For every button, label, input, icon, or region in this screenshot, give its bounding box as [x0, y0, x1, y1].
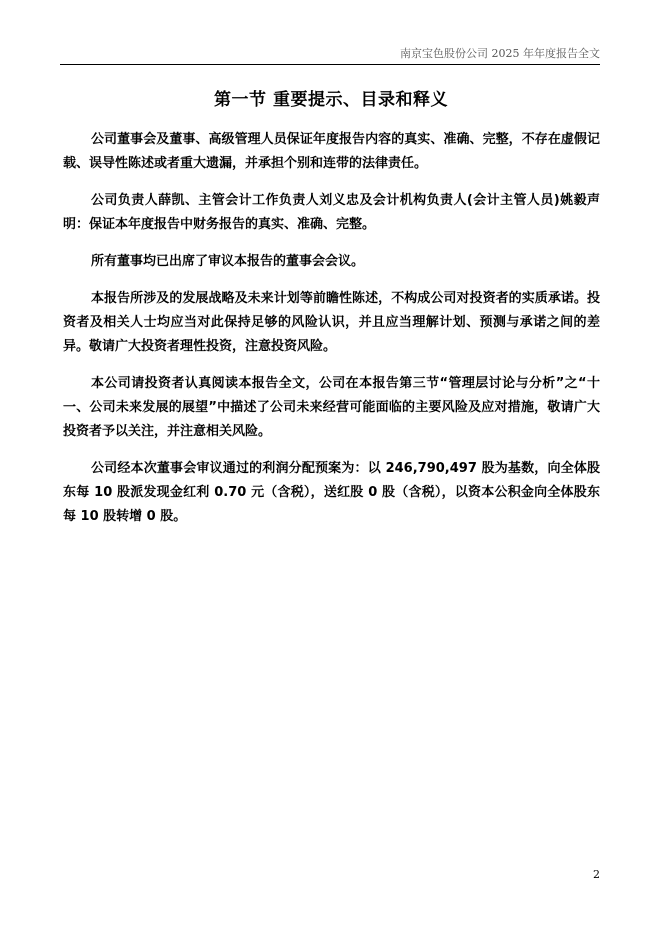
section-title: 第一节 重要提示、目录和释义	[214, 90, 448, 110]
page-number: 2	[593, 868, 600, 881]
paragraph-profit-distribution: 公司经本次董事会审议通过的利润分配预案为：以 246,790,497 股为基数，向全体股东每 10 股派发现金红利 0.70 元（含税），送红股 0 股（含税），以资本公积金向全体股东每 10 股转增 0 股。	[63, 461, 600, 524]
important-notice-body	[63, 128, 600, 542]
paragraph-risk-notice: 本公司请投资者认真阅读本报告全文，公司在本报告第三节“管理层讨论与分析”之“十一、公司未来发展的展望”中描述了公司未来经营可能面临的主要风险及应对措施，敬请广大投资者予以关注，并注意相关风险。	[63, 376, 600, 439]
paragraph-board-guarantee: 公司董事会及董事、高级管理人员保证年度报告内容的真实、准确、完整，不存在虚假记载、误导性陈述或者重大遗漏，并承担个别和连带的法律责任。	[63, 132, 600, 171]
paragraph-forward-looking: 本报告所涉及的发展战略及未来计划等前瞻性陈述，不构成公司对投资者的实质承诺。投资者及相关人士均应当对此保持足够的风险认识，并且应当理解计划、预测与承诺之间的差异。敬请广大投资者理性投资，注意投资风险。	[63, 291, 600, 354]
running-header: 南京宝色股份公司 2025 年年度报告全文	[400, 47, 600, 60]
paragraph-responsible-persons: 公司负责人薛凯、主管会计工作负责人刘义忠及会计机构负责人(会计主管人员)姚毅声明：保证本年度报告中财务报告的真实、准确、完整。	[63, 193, 600, 232]
paragraph-directors-attendance: 所有董事均已出席了审议本报告的董事会会议。	[91, 254, 365, 269]
header-divider	[60, 64, 600, 65]
